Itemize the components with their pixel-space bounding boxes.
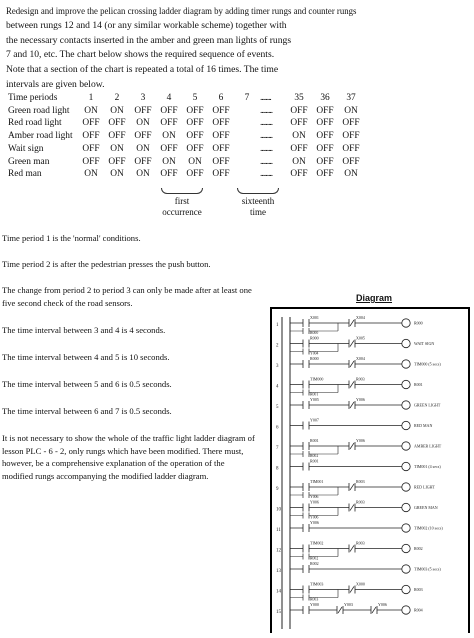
diagram-frame [270,307,470,633]
rung-number: 5 [276,405,279,410]
coil-label: WAIT SIGN [414,341,435,346]
contact-label: R003 [356,499,365,505]
row-label: Green road light [8,105,70,116]
empty-cell [234,130,260,143]
state-cell: OFF [342,156,360,167]
ladder-diagram [272,309,468,633]
contact-label: R000 [310,356,319,361]
state-cell: OFF [290,118,308,129]
contact-gap [303,586,309,594]
state-cell: OFF [160,169,178,180]
state-cell: OFF [160,143,178,154]
branch-label: Y006 [310,515,319,520]
state-cell: OFF [342,143,360,154]
intro-line: the necessary contacts inserted in the amber and green man lights of rungs [6,34,292,46]
intro-line: 7 and 10, etc. The chart below shows the required sequence of events. [6,49,275,61]
output-coil [402,524,410,532]
row-label: Green man [8,156,50,167]
state-cell: ON [84,105,98,116]
contact-label: X004 [356,356,365,361]
contact-label: R002 [310,561,319,566]
state-cell: OFF [134,156,152,167]
contact-label: R003 [356,479,365,484]
branch-label: R002 [310,556,319,561]
contact-label: X000 [356,581,365,587]
ellipsis: ......... [260,156,273,167]
contact-label: Y003 [344,602,353,607]
contact-gap [303,340,309,348]
contact-label: Y007 [310,417,319,423]
state-cell: OFF [82,143,100,154]
rung-number: 3 [276,364,279,369]
state-cell: OFF [290,169,308,180]
state-cell: OFF [134,105,152,116]
coil-label: TIM003 (5 secs) [414,566,441,572]
contact-label: R000 [310,335,319,341]
state-cell: ON [292,131,306,142]
state-cell: ON [162,156,176,167]
state-cell: OFF [290,143,308,154]
state-cell: OFF [342,131,360,142]
state-cell: ON [344,169,358,180]
state-cell: ON [188,156,202,167]
state-cell: OFF [342,118,360,129]
contact-label: Y006 [378,602,387,607]
intro-line: Redesign and improve the pelican crossing ladder diagram by adding timer rungs and counter rungs [6,6,357,16]
contact-label: X005 [356,335,365,341]
period-number: 1 [88,93,94,103]
brace-first-occurrence [152,188,212,217]
ellipsis: ......... [260,105,273,116]
intro-line: between rungs 12 and 14 (or any similar workable scheme) together with [6,19,287,31]
period-number: 7 [244,93,250,103]
branch-label: Y004 [310,351,319,356]
contact-gap [303,606,309,614]
brace-label: time [250,206,266,217]
coil-label: R002 [414,546,423,551]
contact-gap [303,492,309,498]
branch-label: R003 [310,597,319,602]
state-cell: ON [162,131,176,142]
contact-label: Y006 [310,499,319,505]
state-cell: ON [84,169,98,180]
state-cell: ON [136,143,150,154]
period-number: 36 [320,93,330,103]
paragraph: The time interval between 5 and 6 is 0.5 seconds. [2,379,172,389]
output-coil [402,585,410,593]
output-coil [402,483,410,491]
branch-label: R002 [310,454,319,458]
output-coil [402,319,410,327]
coil-label: RED LIGHT [414,484,435,490]
period-number: 37 [346,93,356,103]
empty-cell [234,143,260,156]
contact-gap [303,545,309,553]
contact-label: R003 [356,540,365,546]
state-cell: ON [292,156,306,167]
state-cell: OFF [212,169,230,180]
output-coil [402,565,410,573]
state-cell: OFF [186,143,204,154]
period-number: 3 [140,93,146,103]
coil-label: GREEN MAN [414,505,438,510]
output-coil [402,380,410,388]
table-row [6,105,364,118]
coil-label: TIM001 (4 secs) [414,464,441,469]
state-cell: ON [344,105,358,116]
diagram-title: Diagram [356,293,393,303]
output-coil [402,421,410,429]
state-cell: OFF [290,105,308,116]
state-cell: OFF [108,156,126,167]
paragraph: The time interval between 3 and 4 is 4 seconds. [2,325,166,335]
ellipsis: ......... [260,118,273,129]
contact-label: Y006 [356,397,365,402]
row-label: Amber road light [8,131,73,142]
state-cell: OFF [82,131,100,142]
rung-number: 8 [276,466,279,472]
output-coil [402,606,410,614]
period-number: 6 [218,93,224,103]
paragraph: The change from period 2 to period 3 can only be made after at least one five second check of the road sensors. [2,285,252,308]
coil-label: RED MAN [414,423,433,428]
contact-gap [303,463,309,471]
intro-line: intervals are given below. [6,78,105,90]
state-cell: OFF [212,105,230,116]
contact-gap [303,504,309,512]
contact-label: Y006 [356,438,365,443]
state-cell: OFF [212,118,230,129]
state-cell: OFF [134,131,152,142]
branch-label: R001 [310,392,319,397]
empty-cell [234,105,260,118]
contact-gap [303,401,309,409]
output-coil [402,442,410,450]
coil-label: R004 [414,607,423,613]
output-coil [402,544,410,552]
state-cell: OFF [108,131,126,142]
period-number: 5 [192,93,198,103]
contact-label: TIM002 [310,540,324,546]
contact-label: X001 [310,315,319,320]
rung-number: 14 [276,589,281,595]
contact-label: Y006 [310,520,319,525]
state-cell: OFF [316,118,334,129]
coil-label: AMBER LIGHT [414,443,442,449]
coil-label: TIM002 (10 secs) [414,525,443,531]
coil-label: GREEN LIGHT [414,402,441,408]
branch-label: Y006 [310,495,319,499]
row-label: Red road light [8,118,62,129]
contact-gap [303,360,309,368]
rung-number: 11 [276,528,281,533]
contact-gap [303,565,309,573]
output-coil [402,462,410,470]
output-coil [402,339,410,347]
contact-label: Y005 [310,397,319,402]
state-cell: OFF [186,118,204,129]
branch-label: R000 [310,331,319,335]
contact-gap [303,554,309,560]
coil-label: TIM000 (5 secs) [414,361,441,367]
row-label: Red man [8,169,42,180]
contact-label: Y000 [310,602,319,607]
table-row [6,117,364,130]
contact-gap [303,319,309,327]
coil-label: R000 [414,320,423,326]
contact-gap [303,524,309,532]
contact-label: R001 [310,438,319,443]
rung-number: 12 [276,548,281,554]
table-header-row [6,92,364,105]
contact-label: R001 [310,458,319,464]
paragraph: Time period 2 is after the pedestrian presses the push button. [2,259,211,269]
state-cell: OFF [186,131,204,142]
rung-number: 1 [276,323,279,328]
state-cell: OFF [186,105,204,116]
rung-number: 15 [276,610,281,615]
row-label: Wait sign [8,143,44,154]
table-row [6,130,364,143]
rung-number: 6 [276,425,279,431]
contact-gap [303,451,309,457]
state-cell: OFF [316,131,334,142]
contact-gap [303,442,309,450]
sequence-table [6,92,364,181]
coil-label: R001 [414,382,423,387]
state-cell: ON [110,169,124,180]
contact-gap [303,513,309,519]
paragraph: It is not necessary to show the whole of the traffic light ladder diagram of lesson PLC - 6 - 2, only rungs which have been modified. There must, however, be a comprehensive explanation of the operation of the modified rungs accompanying the modified ladder diagram. [2,433,255,481]
empty-cell [234,117,260,130]
output-coil [402,401,410,409]
state-cell: OFF [316,156,334,167]
brace-mark [237,188,279,194]
contact-gap [303,349,309,355]
period-number: 2 [114,93,120,103]
state-cell: OFF [316,143,334,154]
brace-label: occurrence [162,206,202,217]
empty-cell [234,168,260,181]
brace-label: sixteenth [241,196,275,206]
contact-label: TIM001 [310,479,324,484]
paragraph: The time interval between 6 and 7 is 0.5 seconds. [2,406,172,416]
ellipsis: ......... [260,131,273,142]
rung-number: 2 [276,343,279,349]
brace-label: first [174,196,190,206]
contact-gap [303,483,309,491]
period-number: 4 [166,93,172,103]
paragraph: The time interval between 4 and 5 is 10 seconds. [2,352,170,362]
ellipsis: ......... [260,143,273,154]
contact-label: TIM003 [310,581,324,587]
state-cell: OFF [212,143,230,154]
contact-label: TIM000 [310,376,324,382]
intro-line: Note that a section of the chart is repeated a total of 16 times. The time [6,64,279,76]
ellipsis: ........ [260,93,271,103]
paragraph: Time period 1 is the 'normal' conditions. [2,233,141,243]
table-row [6,143,364,156]
empty-cell [234,156,260,169]
state-cell: OFF [160,105,178,116]
contact-gap [303,328,309,334]
contact-gap [303,422,309,430]
rung-number: 13 [276,569,281,574]
contact-label: R003 [356,376,365,382]
output-coil [402,503,410,511]
state-cell: ON [110,105,124,116]
state-cell: OFF [186,169,204,180]
rung-number: 9 [276,487,279,492]
contact-gap [303,390,309,396]
brace-sixteenth-time [228,188,288,217]
output-coil [402,360,410,368]
state-cell: OFF [160,118,178,129]
state-cell: OFF [212,156,230,167]
table-row [6,168,364,181]
ellipsis: ......... [260,169,273,180]
contact-gap [303,381,309,389]
state-cell: OFF [108,118,126,129]
state-cell: OFF [316,169,334,180]
rung-number: 7 [276,446,279,451]
period-number: 35 [294,93,304,103]
coil-label: R003 [414,587,423,592]
state-cell: ON [110,143,124,154]
table-row [6,156,364,169]
rung-number: 4 [276,384,279,390]
state-cell: OFF [316,105,334,116]
brace-mark [161,188,203,194]
state-cell: ON [136,169,150,180]
intro-text [6,4,357,93]
column-label: Time periods [8,93,58,103]
state-cell: OFF [212,131,230,142]
state-cell: ON [136,118,150,129]
rung-number: 10 [276,507,281,513]
state-cell: OFF [82,156,100,167]
state-cell: OFF [82,118,100,129]
contact-label: X004 [356,315,365,320]
contact-gap [303,595,309,601]
